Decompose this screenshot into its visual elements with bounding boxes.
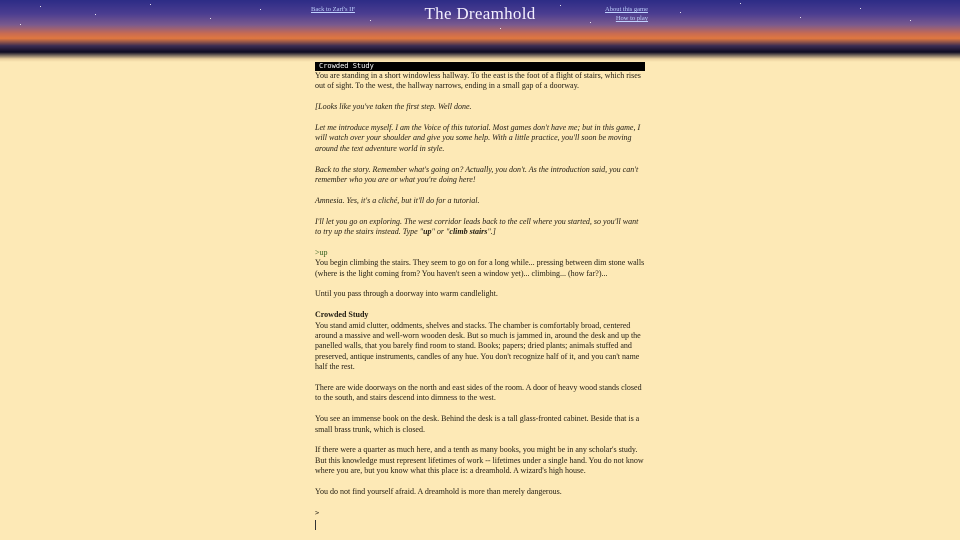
tutorial-text-part: " or " (431, 227, 450, 237)
command-hint: climb stairs (449, 227, 488, 237)
status-bar (315, 62, 645, 71)
player-command: >up (315, 247, 328, 257)
tutorial-text: Back to the story. Remember what's going on? Actually, you don't. As the introduction said, you can't remember who you are or what you're doing here! (315, 164, 639, 185)
intro-text: You are standing in a short windowless hallway. To the east is the foot of a flight of stairs, which rises out of sight. To the west, the hallway narrows, ending in a small gap of a doorway. (315, 71, 641, 91)
afraid-text: You do not find yourself afraid. A dreamhold is more than merely dangerous. (315, 487, 562, 497)
room-heading: Crowded Study (315, 310, 369, 320)
back-link[interactable]: Back to Zarf's IF (311, 6, 355, 13)
tutorial-text-part: I'll let you go on exploring. The west corridor leads back to the cell where you started, so you'll want to try up the stairs instead. Type " (315, 216, 639, 237)
starry-banner (0, 0, 960, 62)
how-to-play-link[interactable]: How to play (615, 15, 648, 22)
input-prompt: > (315, 508, 320, 517)
arrival-text: Until you pass through a doorway into warm candlelight. (315, 289, 498, 299)
about-link[interactable]: About this game (605, 6, 648, 13)
exits-text: There are wide doorways on the north and east sides of the room. A door of heavy wood stands closed to the south, and stairs descend into dimness to the west. (315, 383, 642, 403)
game-window (315, 62, 645, 530)
page-title: The Dreamhold (424, 4, 536, 23)
command-hint: up (423, 227, 432, 237)
room-description: You stand amid clutter, oddments, shelves and stacks. The chamber is comfortably broad, centered around a massive and well-worn wooden desk. But so much is jammed in, around the desk and up the panelled walls, that you barely find room to stand. Books; papers; dried plants; animals stuffed and preserved, antique instruments, candles of any hue. You don't recognize half of it, and you can't name half the rest. (315, 320, 641, 372)
reflection-text: If there were a quarter as much here, and a tenth as many books, you might be in any scholar's study. But this knowledge must represent lifetimes of work -- lifetimes under a single hand. You do not know where you are, but you know what this place is: a dreamhold. A wizard's high house. (315, 445, 644, 476)
climb-text: You begin climbing the stairs. They seem to go on for a long while... pressing between dim stone walls (where is the light coming from? You haven't seen a window yet)... climbing... (how far?)... (315, 258, 645, 278)
tutorial-text: Amnesia. Yes, it's a cliché, but it'll do for a tutorial. (315, 195, 480, 205)
tutorial-text (315, 217, 645, 238)
tutorial-text: Let me introduce myself. I am the Voice of this tutorial. Most games don't have me; but in this game, I will watch over your shoulder and give you some help. With a little practice, you'll soon be moving around the text adventure world in style. (315, 123, 641, 153)
objects-text: You see an immense book on the desk. Behind the desk is a tall glass-fronted cabinet. Beside that is a small brass trunk, which is closed. (315, 414, 640, 434)
tutorial-text-part: ".] (487, 227, 496, 237)
command-input[interactable] (315, 520, 316, 530)
status-location: Crowded Study (319, 62, 374, 70)
tutorial-text: [Looks like you've taken the first step. Well done. (315, 102, 472, 112)
